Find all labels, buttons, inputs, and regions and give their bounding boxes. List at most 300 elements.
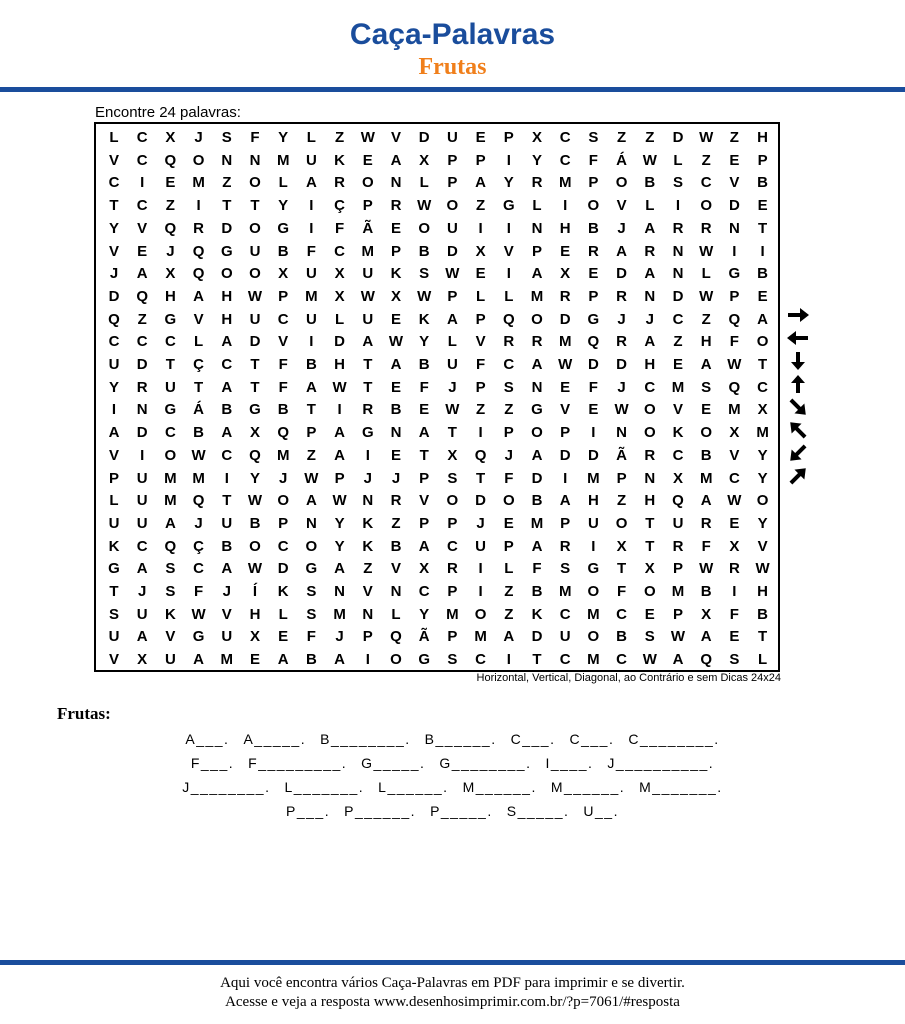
grid-cell[interactable]: E — [560, 378, 571, 396]
grid-cell[interactable]: W — [614, 401, 629, 419]
grid-cell[interactable]: C — [503, 356, 515, 373]
grid-cell[interactable]: H — [249, 605, 261, 623]
grid-cell[interactable]: P — [447, 151, 458, 169]
grid-cell[interactable]: U — [136, 514, 148, 532]
grid-cell[interactable]: S — [306, 605, 317, 623]
grid-cell[interactable]: G — [220, 242, 233, 260]
grid-cell[interactable]: I — [675, 197, 681, 215]
grid-cell[interactable]: U — [305, 151, 317, 169]
grid-cell[interactable]: X — [475, 242, 486, 260]
grid-cell[interactable]: A — [672, 651, 684, 669]
grid-cell[interactable]: F — [701, 537, 711, 555]
grid-cell[interactable]: A — [108, 424, 120, 442]
grid-cell[interactable]: Q — [136, 287, 149, 305]
grid-cell[interactable]: I — [224, 469, 229, 487]
grid-cell[interactable]: C — [559, 651, 571, 669]
grid-cell[interactable]: W — [699, 242, 714, 260]
grid-cell[interactable]: F — [588, 151, 598, 169]
grid-cell[interactable]: P — [560, 424, 571, 442]
grid-cell[interactable]: Y — [334, 514, 345, 532]
grid-cell[interactable]: X — [278, 265, 289, 283]
grid-cell[interactable]: T — [306, 401, 316, 419]
grid-cell[interactable]: M — [361, 242, 375, 260]
grid-cell[interactable]: T — [447, 424, 457, 442]
grid-cell[interactable]: U — [164, 378, 176, 396]
grid-cell[interactable]: R — [559, 287, 571, 305]
grid-cell[interactable]: F — [335, 219, 345, 237]
grid-cell[interactable]: G — [192, 628, 205, 646]
grid-cell[interactable]: R — [390, 492, 402, 510]
grid-cell[interactable]: U — [362, 265, 374, 283]
grid-cell[interactable]: F — [419, 378, 429, 396]
grid-cell[interactable]: Í — [252, 583, 258, 600]
grid-cell[interactable]: T — [476, 469, 486, 487]
grid-cell[interactable]: D — [616, 265, 628, 283]
grid-cell[interactable]: Q — [474, 446, 487, 464]
grid-cell[interactable]: M — [530, 287, 544, 305]
grid-cell[interactable]: D — [531, 628, 543, 646]
grid-cell[interactable]: E — [701, 401, 712, 419]
grid-cell[interactable]: X — [447, 446, 458, 464]
grid-cell[interactable]: S — [165, 583, 176, 600]
grid-cell[interactable]: J — [617, 219, 626, 237]
grid-cell[interactable]: I — [111, 401, 117, 419]
grid-cell[interactable]: O — [700, 424, 713, 442]
grid-cell[interactable]: P — [588, 287, 599, 305]
grid-cell[interactable]: T — [222, 197, 232, 215]
grid-cell[interactable]: U — [136, 605, 148, 623]
grid-cell[interactable]: O — [531, 424, 543, 442]
grid-cell[interactable]: D — [446, 242, 458, 260]
grid-cell[interactable]: L — [476, 287, 486, 305]
grid-cell[interactable]: N — [390, 583, 402, 600]
grid-cell[interactable]: T — [363, 356, 373, 373]
grid-cell[interactable]: A — [136, 560, 148, 578]
grid-cell[interactable]: W — [247, 287, 263, 305]
grid-cell[interactable]: O — [390, 651, 402, 669]
grid-cell[interactable]: I — [732, 583, 737, 600]
grid-cell[interactable]: W — [304, 469, 319, 487]
grid-cell[interactable]: Ç — [334, 197, 346, 215]
grid-cell[interactable]: T — [617, 560, 627, 578]
grid-cell[interactable]: B — [221, 401, 233, 419]
grid-cell[interactable]: J — [645, 310, 654, 328]
grid-cell[interactable]: P — [672, 560, 683, 578]
grid-cell[interactable]: C — [616, 651, 628, 669]
grid-cell[interactable]: N — [672, 265, 684, 283]
grid-cell[interactable]: M — [333, 605, 346, 623]
grid-cell[interactable]: A — [164, 514, 176, 532]
grid-cell[interactable]: A — [221, 378, 233, 396]
grid-cell[interactable]: B — [531, 492, 543, 510]
grid-cell[interactable]: C — [221, 446, 233, 464]
grid-cell[interactable]: C — [277, 310, 289, 328]
grid-cell[interactable]: M — [587, 651, 600, 669]
grid-cell[interactable]: U — [446, 129, 458, 146]
grid-cell[interactable]: W — [417, 197, 432, 215]
grid-cell[interactable]: D — [587, 446, 599, 464]
grid-cell[interactable]: S — [447, 469, 458, 487]
grid-cell[interactable]: T — [250, 378, 260, 396]
grid-cell[interactable]: O — [615, 174, 628, 192]
grid-cell[interactable]: Z — [165, 197, 175, 215]
grid-cell[interactable]: R — [672, 537, 684, 555]
grid-cell[interactable]: Z — [673, 333, 683, 351]
grid-cell[interactable]: J — [335, 628, 344, 646]
grid-cell[interactable]: O — [249, 219, 261, 237]
grid-cell[interactable]: T — [532, 651, 542, 669]
grid-cell[interactable]: A — [644, 265, 656, 283]
grid-cell[interactable]: P — [588, 174, 599, 192]
grid-cell[interactable]: Z — [701, 151, 711, 169]
grid-cell[interactable]: X — [729, 424, 740, 442]
grid-cell[interactable]: M — [530, 514, 544, 532]
grid-cell[interactable]: O — [587, 197, 600, 215]
grid-cell[interactable]: I — [506, 151, 511, 169]
grid-cell[interactable]: L — [645, 197, 655, 215]
grid-cell[interactable]: C — [193, 560, 205, 578]
grid-cell[interactable]: J — [476, 514, 485, 532]
grid-cell[interactable]: R — [362, 401, 374, 419]
grid-cell[interactable]: W — [360, 129, 375, 146]
grid-cell[interactable]: J — [448, 378, 457, 396]
grid-cell[interactable]: C — [277, 537, 289, 555]
grid-cell[interactable]: P — [362, 197, 373, 215]
grid-cell[interactable]: I — [365, 446, 370, 464]
grid-cell[interactable]: B — [587, 219, 599, 237]
grid-cell[interactable]: L — [758, 651, 768, 669]
grid-cell[interactable]: O — [474, 605, 487, 623]
grid-cell[interactable]: A — [193, 287, 205, 305]
grid-cell[interactable]: I — [591, 424, 596, 442]
grid-cell[interactable]: N — [616, 424, 628, 442]
grid-cell[interactable]: D — [418, 129, 430, 146]
grid-cell[interactable]: O — [643, 424, 656, 442]
grid-cell[interactable]: Á — [193, 401, 205, 419]
grid-cell[interactable]: L — [673, 151, 683, 169]
grid-cell[interactable]: H — [334, 356, 346, 373]
grid-cell[interactable]: C — [164, 333, 176, 351]
grid-cell[interactable]: O — [643, 583, 656, 600]
grid-cell[interactable]: F — [729, 605, 739, 623]
grid-cell[interactable]: E — [419, 401, 430, 419]
grid-cell[interactable]: U — [221, 514, 233, 532]
grid-cell[interactable]: Q — [728, 378, 741, 396]
grid-cell[interactable]: O — [531, 310, 543, 328]
grid-cell[interactable]: N — [390, 174, 402, 192]
grid-cell[interactable]: P — [447, 583, 458, 600]
grid-cell[interactable]: O — [643, 401, 656, 419]
grid-cell[interactable]: O — [615, 514, 628, 532]
grid-cell[interactable]: H — [221, 310, 233, 328]
grid-cell[interactable]: T — [250, 197, 260, 215]
grid-cell[interactable]: A — [305, 378, 317, 396]
grid-cell[interactable]: Y — [503, 174, 514, 192]
grid-cell[interactable]: I — [309, 333, 314, 351]
grid-cell[interactable]: W — [699, 129, 714, 146]
grid-cell[interactable]: N — [672, 242, 684, 260]
grid-cell[interactable]: Q — [192, 242, 205, 260]
grid-cell[interactable]: D — [108, 287, 120, 305]
grid-cell[interactable]: C — [559, 129, 571, 146]
grid-cell[interactable]: P — [475, 151, 486, 169]
grid-cell[interactable]: P — [108, 469, 119, 487]
grid-cell[interactable]: O — [164, 446, 177, 464]
grid-cell[interactable]: W — [699, 287, 714, 305]
grid-cell[interactable]: P — [560, 514, 571, 532]
grid-cell[interactable]: O — [446, 197, 459, 215]
grid-cell[interactable]: O — [361, 174, 374, 192]
grid-cell[interactable]: W — [191, 605, 206, 623]
grid-cell[interactable]: X — [334, 287, 345, 305]
grid-cell[interactable]: N — [644, 287, 656, 305]
grid-cell[interactable]: P — [729, 287, 740, 305]
grid-cell[interactable]: R — [644, 446, 656, 464]
grid-cell[interactable]: B — [390, 401, 402, 419]
grid-cell[interactable]: U — [446, 219, 458, 237]
grid-cell[interactable]: W — [755, 560, 770, 578]
grid-cell[interactable]: C — [559, 605, 571, 623]
grid-cell[interactable]: F — [194, 583, 204, 600]
grid-cell[interactable]: U — [362, 310, 374, 328]
grid-cell[interactable]: E — [249, 651, 260, 669]
grid-cell[interactable]: B — [277, 401, 289, 419]
grid-cell[interactable]: V — [108, 151, 119, 169]
grid-cell[interactable]: W — [247, 560, 263, 578]
grid-cell[interactable]: Z — [335, 129, 345, 146]
grid-cell[interactable]: P — [447, 174, 458, 192]
grid-cell[interactable]: N — [362, 492, 374, 510]
grid-cell[interactable]: S — [588, 129, 599, 146]
grid-cell[interactable]: D — [728, 197, 740, 215]
grid-cell[interactable]: R — [193, 219, 205, 237]
grid-cell[interactable]: P — [503, 424, 514, 442]
grid-cell[interactable]: A — [446, 310, 458, 328]
grid-cell[interactable]: I — [309, 197, 314, 215]
grid-cell[interactable]: D — [277, 560, 289, 578]
grid-cell[interactable]: W — [699, 560, 714, 578]
grid-cell[interactable]: J — [194, 129, 203, 146]
grid-cell[interactable]: O — [305, 537, 318, 555]
grid-cell[interactable]: V — [221, 605, 232, 623]
grid-cell[interactable]: W — [642, 151, 657, 169]
grid-cell[interactable]: X — [560, 265, 571, 283]
grid-cell[interactable]: J — [504, 446, 513, 464]
grid-cell[interactable]: X — [729, 537, 740, 555]
grid-cell[interactable]: B — [249, 514, 261, 532]
grid-cell[interactable]: C — [446, 537, 458, 555]
grid-cell[interactable]: U — [164, 651, 176, 669]
grid-cell[interactable]: B — [644, 174, 656, 192]
grid-cell[interactable]: O — [502, 492, 515, 510]
grid-cell[interactable]: A — [418, 424, 430, 442]
grid-cell[interactable]: W — [247, 492, 263, 510]
grid-cell[interactable]: V — [165, 628, 176, 646]
grid-cell[interactable]: Z — [729, 129, 739, 146]
grid-cell[interactable]: C — [108, 333, 120, 351]
grid-cell[interactable]: X — [165, 265, 176, 283]
grid-cell[interactable]: K — [164, 605, 176, 623]
grid-cell[interactable]: Á — [616, 151, 628, 169]
grid-cell[interactable]: D — [587, 356, 599, 373]
grid-cell[interactable]: E — [390, 219, 401, 237]
grid-cell[interactable]: X — [137, 651, 148, 669]
grid-cell[interactable]: P — [503, 129, 514, 146]
grid-cell[interactable]: X — [616, 537, 627, 555]
grid-cell[interactable]: P — [447, 628, 458, 646]
grid-cell[interactable]: C — [559, 151, 571, 169]
grid-cell[interactable]: J — [194, 514, 203, 532]
grid-cell[interactable]: B — [277, 242, 289, 260]
grid-cell[interactable]: A — [700, 628, 712, 646]
grid-cell[interactable]: F — [617, 583, 627, 600]
grid-cell[interactable]: Y — [757, 446, 768, 464]
grid-cell[interactable]: W — [558, 356, 573, 373]
grid-cell[interactable]: X — [419, 560, 430, 578]
grid-cell[interactable]: E — [390, 378, 401, 396]
grid-cell[interactable]: V — [419, 492, 430, 510]
grid-cell[interactable]: S — [701, 378, 712, 396]
grid-cell[interactable]: I — [591, 537, 596, 555]
grid-cell[interactable]: P — [616, 469, 627, 487]
grid-cell[interactable]: R — [700, 219, 712, 237]
grid-cell[interactable]: H — [700, 333, 712, 351]
grid-cell[interactable]: E — [588, 265, 599, 283]
grid-cell[interactable]: Y — [108, 219, 119, 237]
grid-cell[interactable]: X — [531, 129, 542, 146]
grid-cell[interactable]: N — [136, 401, 148, 419]
grid-cell[interactable]: T — [645, 537, 655, 555]
grid-cell[interactable]: D — [559, 446, 571, 464]
grid-cell[interactable]: I — [478, 560, 483, 578]
grid-cell[interactable]: R — [531, 174, 543, 192]
grid-cell[interactable]: A — [334, 651, 346, 669]
grid-cell[interactable]: P — [447, 287, 458, 305]
grid-cell[interactable]: A — [531, 446, 543, 464]
grid-cell[interactable]: X — [249, 424, 260, 442]
grid-cell[interactable]: B — [700, 583, 712, 600]
grid-cell[interactable]: W — [388, 333, 404, 351]
grid-cell[interactable]: Z — [617, 492, 627, 510]
grid-cell[interactable]: A — [136, 628, 148, 646]
grid-cell[interactable]: L — [335, 310, 345, 328]
grid-cell[interactable]: K — [531, 605, 543, 623]
grid-cell[interactable]: S — [672, 174, 683, 192]
grid-cell[interactable]: U — [249, 242, 261, 260]
grid-cell[interactable]: T — [222, 492, 232, 510]
grid-cell[interactable]: J — [138, 583, 147, 600]
grid-cell[interactable]: W — [727, 492, 742, 510]
grid-cell[interactable]: A — [277, 651, 289, 669]
grid-cell[interactable]: U — [249, 310, 261, 328]
grid-cell[interactable]: X — [249, 628, 260, 646]
grid-cell[interactable]: P — [362, 628, 373, 646]
grid-cell[interactable]: L — [306, 129, 316, 146]
grid-cell[interactable]: L — [532, 197, 542, 215]
grid-cell[interactable]: V — [672, 401, 683, 419]
grid-cell[interactable]: V — [108, 446, 119, 464]
grid-cell[interactable]: S — [503, 378, 514, 396]
grid-cell[interactable]: M — [192, 469, 205, 487]
grid-cell[interactable]: X — [701, 605, 712, 623]
grid-cell[interactable]: B — [418, 242, 430, 260]
grid-cell[interactable]: V — [503, 242, 514, 260]
grid-cell[interactable]: H — [587, 492, 599, 510]
grid-cell[interactable]: I — [478, 583, 483, 600]
grid-cell[interactable]: A — [221, 424, 233, 442]
grid-cell[interactable]: U — [672, 514, 684, 532]
grid-cell[interactable]: W — [642, 651, 657, 669]
grid-cell[interactable]: M — [671, 378, 685, 396]
grid-cell[interactable]: I — [365, 651, 370, 669]
grid-cell[interactable]: C — [644, 378, 656, 396]
grid-cell[interactable]: R — [587, 242, 599, 260]
grid-cell[interactable]: E — [560, 242, 571, 260]
grid-cell[interactable]: M — [699, 469, 713, 487]
grid-cell[interactable]: I — [732, 242, 737, 260]
grid-cell[interactable]: I — [760, 242, 765, 260]
grid-cell[interactable]: N — [305, 514, 317, 532]
grid-cell[interactable]: D — [136, 356, 148, 373]
grid-cell[interactable]: U — [136, 469, 148, 487]
grid-cell[interactable]: Ç — [193, 356, 205, 373]
grid-cell[interactable]: T — [250, 356, 260, 373]
grid-cell[interactable]: C — [418, 583, 430, 600]
grid-cell[interactable]: T — [758, 356, 768, 373]
grid-cell[interactable]: J — [617, 378, 626, 396]
grid-cell[interactable]: E — [672, 356, 683, 373]
grid-cell[interactable]: M — [671, 583, 685, 600]
grid-cell[interactable]: F — [278, 356, 288, 373]
grid-cell[interactable]: X — [419, 151, 430, 169]
grid-cell[interactable]: N — [334, 583, 346, 600]
grid-cell[interactable]: L — [278, 174, 288, 192]
grid-cell[interactable]: Z — [476, 401, 486, 419]
grid-cell[interactable]: K — [362, 514, 374, 532]
grid-cell[interactable]: Z — [476, 197, 486, 215]
grid-cell[interactable]: P — [503, 537, 514, 555]
grid-cell[interactable]: U — [446, 356, 458, 373]
grid-cell[interactable]: Z — [504, 605, 514, 623]
grid-cell[interactable]: D — [531, 469, 543, 487]
grid-cell[interactable]: C — [136, 129, 148, 146]
grid-cell[interactable]: Z — [306, 446, 316, 464]
grid-cell[interactable]: L — [419, 174, 429, 192]
grid-cell[interactable]: D — [475, 492, 487, 510]
grid-cell[interactable]: W — [670, 628, 686, 646]
grid-cell[interactable]: M — [276, 446, 290, 464]
grid-cell[interactable]: A — [531, 356, 543, 373]
grid-cell[interactable]: Y — [757, 514, 768, 532]
grid-cell[interactable]: R — [700, 514, 712, 532]
grid-cell[interactable]: P — [531, 242, 542, 260]
grid-cell[interactable]: T — [194, 378, 204, 396]
grid-cell[interactable]: V — [729, 446, 740, 464]
grid-cell[interactable]: T — [109, 197, 119, 215]
grid-cell[interactable]: Q — [502, 310, 515, 328]
grid-cell[interactable]: P — [419, 514, 430, 532]
grid-cell[interactable]: W — [360, 287, 375, 305]
grid-cell[interactable]: I — [478, 219, 483, 237]
grid-cell[interactable]: L — [504, 287, 514, 305]
grid-cell[interactable]: B — [531, 583, 543, 600]
grid-cell[interactable]: Q — [164, 151, 177, 169]
grid-cell[interactable]: R — [616, 333, 628, 351]
grid-cell[interactable]: N — [362, 605, 374, 623]
grid-cell[interactable]: Q — [728, 310, 741, 328]
grid-cell[interactable]: C — [728, 469, 740, 487]
grid-cell[interactable]: V — [729, 174, 740, 192]
